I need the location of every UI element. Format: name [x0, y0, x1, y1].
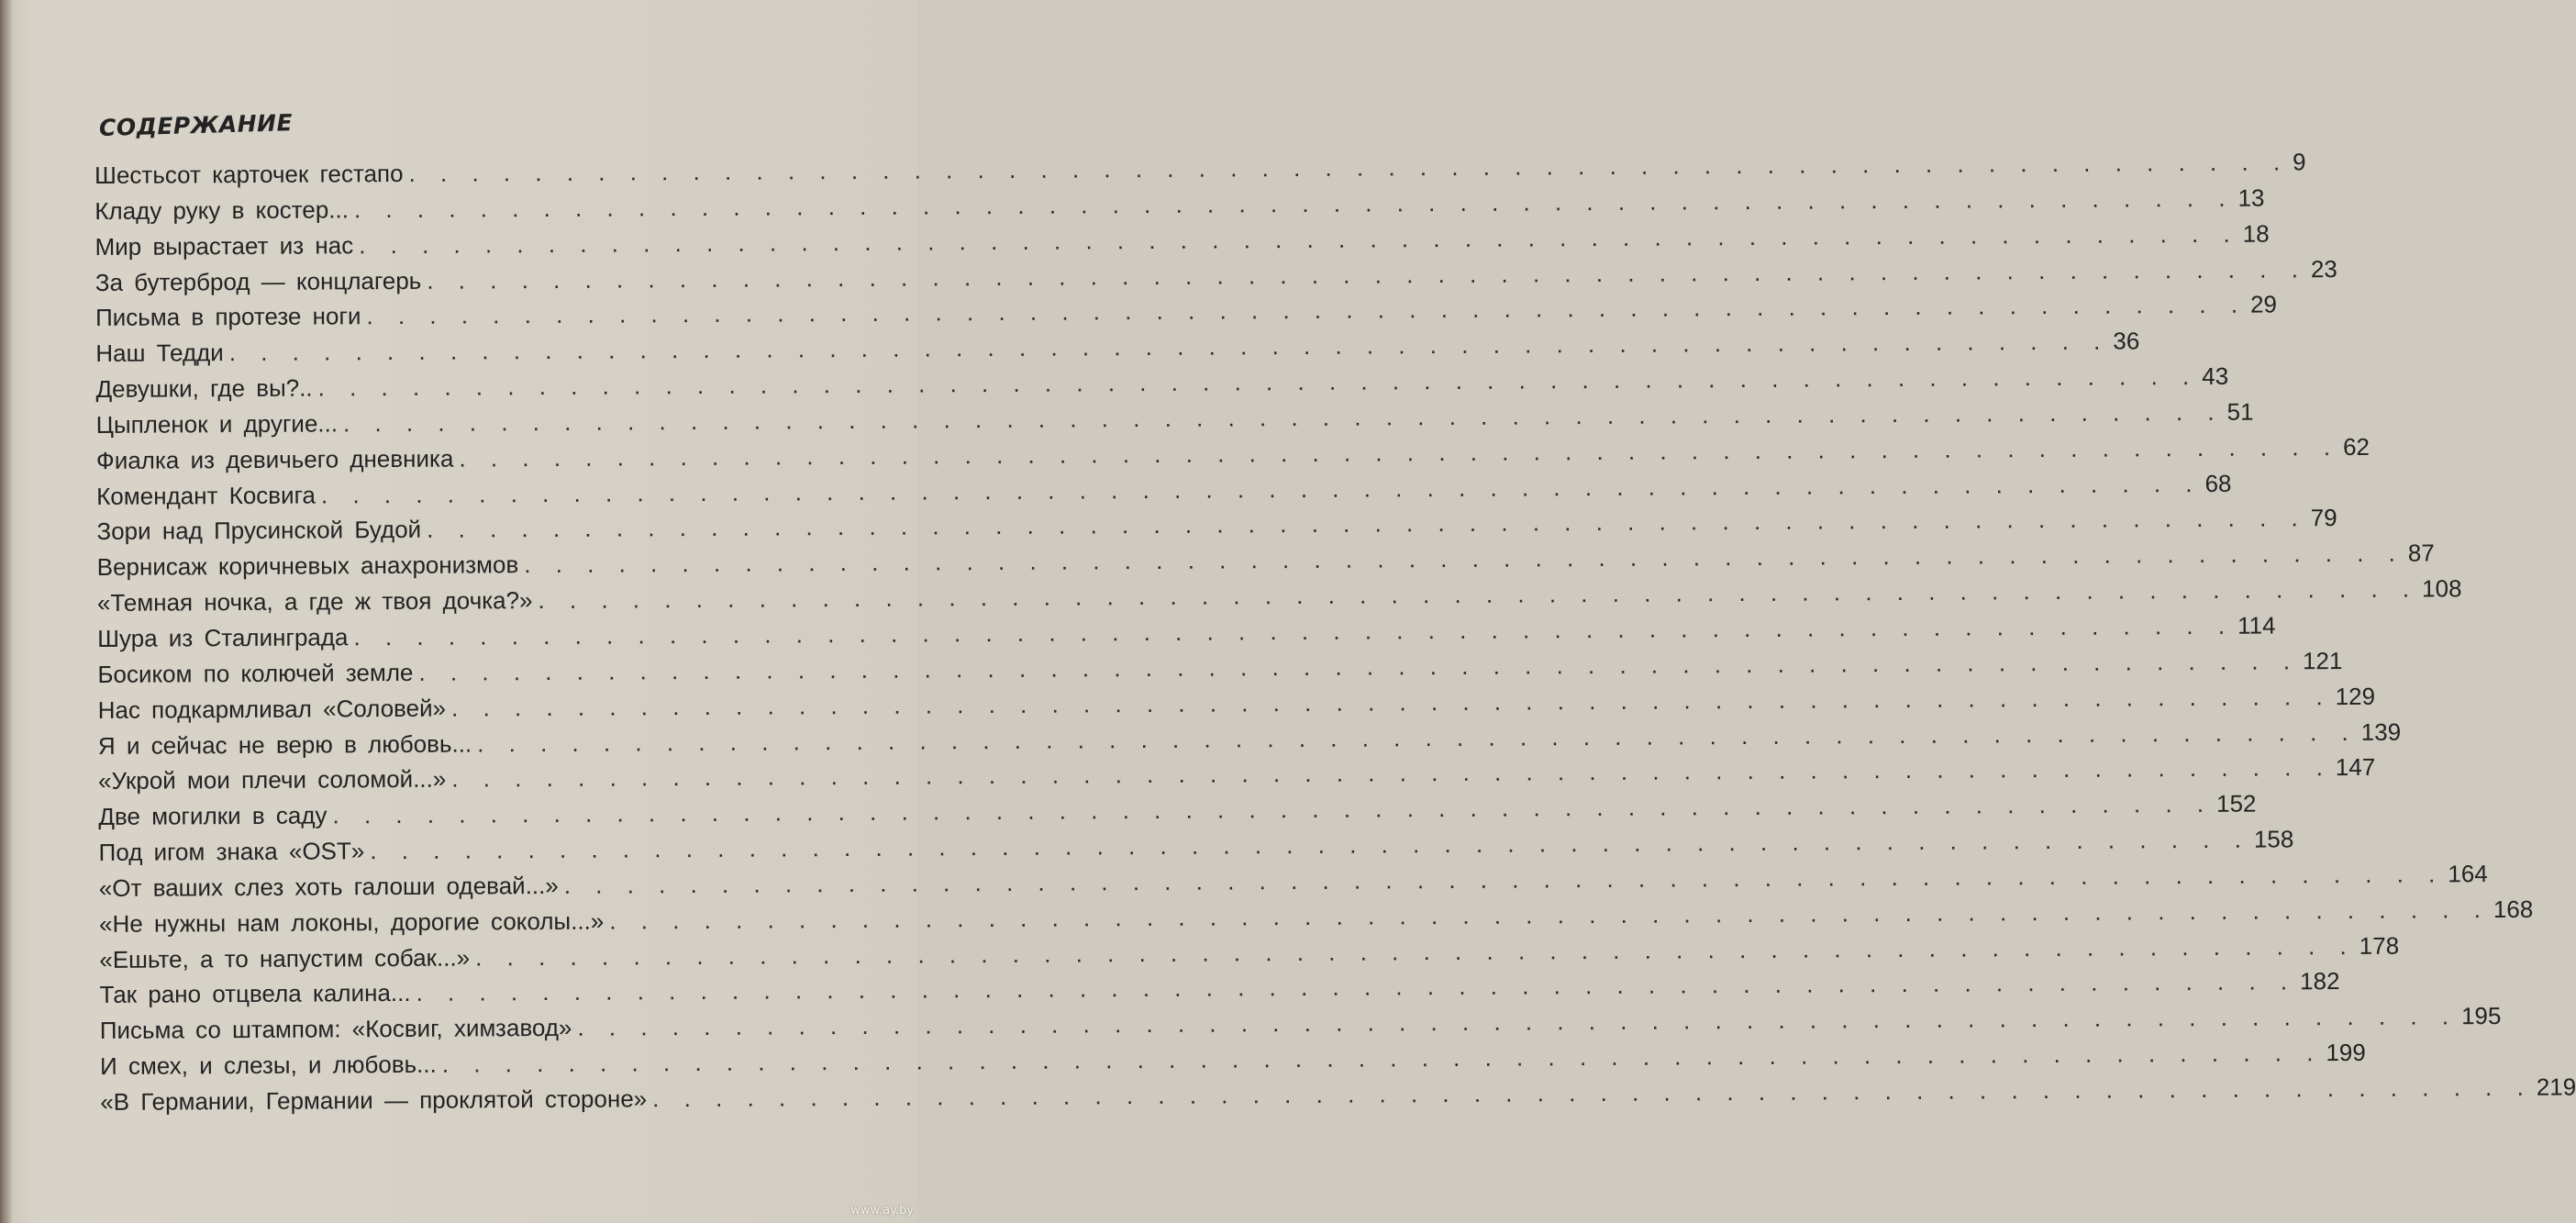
- toc-entry-title: Шура из Сталинграда: [97, 623, 349, 652]
- toc-entry-title: Девушки, где вы?..: [95, 373, 313, 404]
- toc-entry: [94, 148, 2306, 197]
- toc-entry: [94, 290, 2278, 339]
- toc-entry-page-number: 13: [2237, 183, 2265, 212]
- toc-entry: [97, 717, 2402, 767]
- toc-entry-title: «Не нужны нам локоны, дорогие соколы...»: [98, 906, 605, 938]
- toc-entry-page-number: 168: [2493, 895, 2534, 923]
- toc-entry-title: Письма со штампом: «Косвиг, химзавод»: [99, 1014, 572, 1045]
- toc-entry: [97, 611, 2276, 661]
- toc-entry-page-number: 87: [2407, 539, 2435, 567]
- toc-dot-leader: [408, 148, 2289, 188]
- toc-entry-page-number: 152: [2215, 789, 2257, 818]
- toc-entry-title: За бутерброд — концлагерь: [94, 266, 422, 296]
- toc-dot-leader: [609, 895, 2490, 936]
- toc-entry-page-number: 178: [2359, 931, 2400, 960]
- toc-entry-title: Письма в протезе ноги: [94, 302, 361, 332]
- toc-entry: [99, 967, 2340, 1017]
- toc-entry-page-number: 195: [2460, 1002, 2502, 1030]
- toc-entry-page-number: 182: [2300, 967, 2340, 995]
- toc-entry-page-number: 62: [2342, 432, 2371, 461]
- page-title: СОДЕРЖАНИЕ: [98, 108, 294, 141]
- toc-entry: [98, 789, 2257, 839]
- toc-entry-page-number: 139: [2360, 717, 2402, 746]
- toc-entry-title: Нас подкармливал «Соловей»: [97, 694, 447, 724]
- toc-entry: [99, 1038, 2366, 1088]
- toc-entry: [98, 825, 2294, 874]
- toc-entry-title: Мир вырастает из нас: [94, 230, 354, 261]
- toc-entry-title: Фиалка из девичьего дневника: [95, 444, 454, 474]
- toc-entry: [94, 183, 2265, 233]
- toc-entry: [99, 1002, 2502, 1052]
- toc-entry: [94, 219, 2270, 268]
- toc-dot-leader: [652, 1073, 2533, 1114]
- toc-entry: [95, 361, 2229, 411]
- toc-entry-title: Так рано отцвела калина...: [99, 979, 411, 1009]
- page-spine-shadow: [0, 0, 13, 1223]
- toc-entry-page-number: 43: [2202, 361, 2229, 391]
- toc-entry: [95, 397, 2254, 447]
- toc-entry: [98, 895, 2534, 945]
- toc-entry: [97, 646, 2343, 696]
- toc-entry-title: Вернисаж коричневых анахронизмов: [96, 550, 519, 582]
- toc-entry: [98, 859, 2488, 910]
- toc-entry: [97, 682, 2376, 731]
- toc-entry: [98, 753, 2376, 803]
- toc-entry-title: Кладу руку в костер...: [94, 195, 350, 225]
- toc-entry-title: «Темная ночка, а где ж твоя дочка?»: [96, 586, 533, 617]
- toc-entry-page-number: 18: [2242, 219, 2270, 248]
- watermark: www.ay.by: [850, 1204, 914, 1217]
- toc-entry-page-number: 79: [2310, 504, 2337, 532]
- toc-entry-page-number: 219: [2536, 1073, 2576, 1101]
- toc-entry-title: Под игом знака «OST»: [98, 837, 365, 867]
- toc-entry-title: «Ешьте, а то напустим собак...»: [99, 943, 471, 973]
- toc-entry-page-number: 108: [2422, 574, 2462, 603]
- toc-entry-page-number: 36: [2113, 327, 2140, 355]
- toc-entry-page-number: 121: [2302, 646, 2343, 675]
- toc-entry-page-number: 23: [2310, 254, 2337, 283]
- toc-entry-page-number: 158: [2253, 825, 2294, 853]
- toc-entry-page-number: 68: [2204, 469, 2232, 497]
- toc-entry: [96, 504, 2337, 553]
- toc-entry-page-number: 9: [2293, 148, 2306, 176]
- toc-entry-title: Две могилки в саду: [98, 801, 328, 831]
- toc-entry-page-number: 51: [2226, 397, 2254, 426]
- toc-entry-title: «В Германии, Германии — проклятой стороне»: [100, 1084, 648, 1116]
- toc-entry-title: Зори над Прусинской Будой: [96, 516, 422, 546]
- toc-entry: [95, 432, 2371, 482]
- toc-entry: [94, 254, 2337, 304]
- toc-entry-page-number: 147: [2335, 753, 2376, 782]
- toc-entry-page-number: 29: [2249, 290, 2278, 319]
- toc-entry-title: Цыпленок и другие...: [95, 409, 339, 439]
- toc-entry-title: Шестьсот карточек гестапо: [94, 159, 404, 189]
- toc-entry-page-number: 114: [2237, 611, 2276, 639]
- table-of-contents: [94, 148, 2576, 1124]
- toc-entry-title: Босиком по колючей земле: [97, 658, 414, 688]
- toc-entry-page-number: 199: [2326, 1038, 2366, 1067]
- toc-entry: [96, 539, 2435, 589]
- toc-entry: [100, 1073, 2576, 1124]
- toc-entry-title: «Укрой мои плечи соломой...»: [98, 765, 447, 795]
- toc-entry-title: Комендант Косвига: [96, 481, 316, 510]
- toc-entry-title: Наш Тедди: [95, 339, 224, 368]
- toc-entry-title: И смех, и слезы, и любовь...: [99, 1050, 437, 1081]
- toc-entry-title: «От ваших слез хоть галоши одевай...»: [98, 871, 559, 902]
- toc-entry-title: Я и сейчас не верю в любовь...: [97, 729, 472, 760]
- toc-entry: [95, 327, 2140, 375]
- toc-entry-page-number: 164: [2448, 859, 2488, 888]
- toc-entry: [96, 469, 2232, 517]
- toc-entry-page-number: 129: [2335, 682, 2376, 710]
